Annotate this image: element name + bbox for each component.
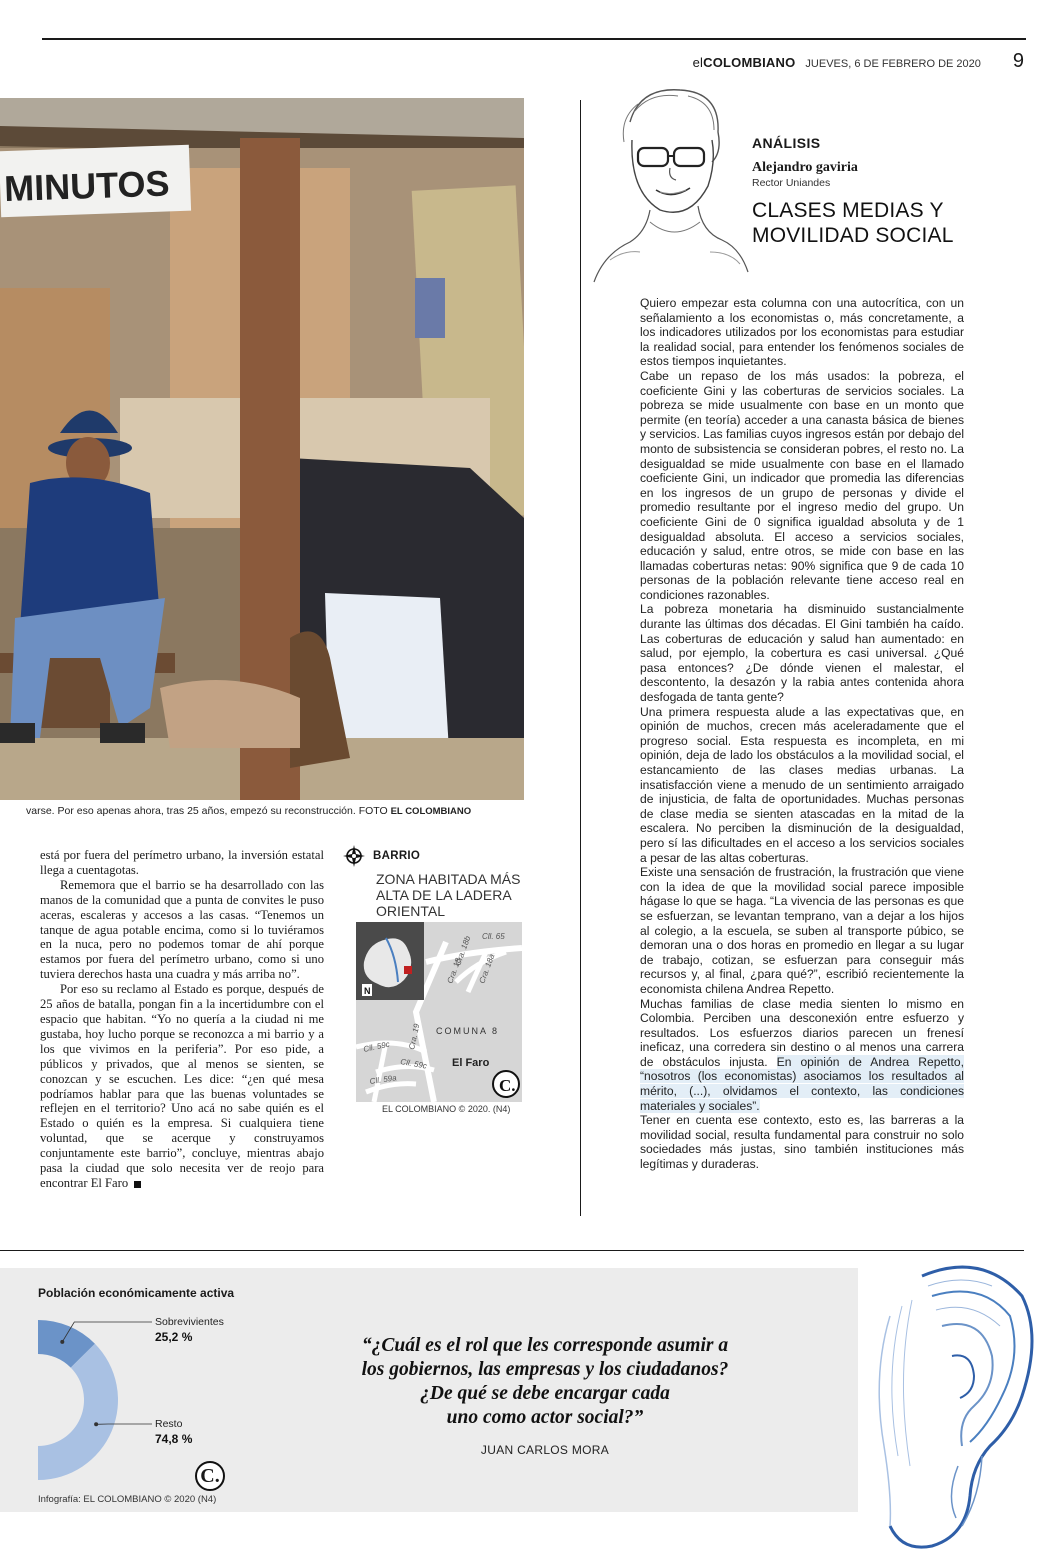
donut-slice-resto: [38, 1344, 118, 1480]
highlighted-quote[interactable]: En opinión de Andrea Repetto, “nosotros (los economistas) asociamos los resultados al mérito, (...), olvidamos el contexto, las condiciones materiales y sociales”.: [640, 1054, 964, 1113]
map-label: Cll. 59c: [399, 1057, 428, 1071]
top-rule: [42, 38, 1026, 40]
barrio-title: ZONA HABITADA MÁS ALTA DE LA LADERA ORIENTAL: [376, 871, 521, 919]
analysis-body: [640, 296, 964, 1172]
map-label: Cll. 65: [482, 932, 505, 941]
map-label: Cll. 59c: [362, 1039, 391, 1054]
neighborhood-map: [356, 922, 522, 1102]
man-sitting-photo: [0, 98, 524, 800]
north-arrow-icon: N: [364, 986, 371, 996]
bottom-rule: [0, 1250, 1024, 1251]
map-label: Cra. 18a: [477, 952, 497, 985]
end-of-article-mark: [134, 1181, 141, 1188]
chart-label-resto: Resto: [155, 1418, 183, 1430]
el-faro-label: El Faro: [452, 1057, 490, 1069]
chart-title: Población económicamente activa: [38, 1286, 235, 1300]
article-paragraph: está por fuera del perímetro urbano, la inversión estatal llega a cuentagotas.: [40, 848, 324, 877]
map-label: Cll. 59a: [369, 1073, 398, 1086]
analysis-paragraph: Tener en cuenta ese contexto, esto es, las barreras a la movilidad social, resulta fundamental para construir no solo sociedades más justas, sino también instituciones más legítimas y duraderas.: [640, 1113, 964, 1172]
colombiano-logo-icon: C.: [195, 1461, 225, 1491]
chart-value-resto: 74,8 %: [155, 1432, 193, 1446]
quote-author: JUAN CARLOS MORA: [480, 1443, 610, 1457]
masthead: [693, 50, 1024, 73]
author-role: Rector Uniandes: [752, 177, 831, 189]
pull-quote: “¿Cuál es el rol que les corresponde asumir a los gobiernos, las empresas y los ciudadanos? ¿De qué se debe encargar cada uno como actor social?”: [361, 1335, 729, 1428]
barrio-infobox: [343, 845, 527, 919]
infographic-credit: Infografía: EL COLOMBIANO © 2020 (N4): [38, 1494, 217, 1505]
analysis-paragraph: La pobreza monetaria ha disminuido sustancialmente durante las últimas dos décadas. El Gini también ha caído. Las coberturas de educación y salud han aumentado: en salud, por ejemplo, la cobertura es casi universal. ¿Qué pasa entonces? ¿De dónde vienen el malestar, el descontento, la desazón y la rabia antes contenida ahora desfogada de tanta gente?: [640, 602, 964, 705]
sign-text: MINUTOS: [3, 162, 171, 210]
newspaper-brand[interactable]: elCOLOMBIANO: [692, 55, 796, 70]
author-portrait-sketch: [590, 82, 750, 287]
author-name: Alejandro gaviria: [752, 160, 858, 175]
chart-label-sobrevivientes: Sobrevivientes: [155, 1316, 224, 1328]
map-label: Cra. 19: [407, 1022, 422, 1051]
street-map: [356, 922, 522, 1102]
map-label: COMUNA 8: [436, 1026, 500, 1036]
map-label: Cra. 18b: [453, 934, 473, 967]
analysis-paragraph: Quiero empezar esta columna con una autocrítica, con un señalamiento a los economistas o, más concretamente, a los indicadores utilizados por los economistas para estudiar la realidad social, para entender los fenómenos sociales de estos tiempos inquietantes.: [640, 296, 964, 369]
leader-dot: [60, 1340, 64, 1344]
colombiano-logo-icon: C.: [499, 1076, 516, 1095]
barrio-label: BARRIO: [373, 850, 421, 862]
article-paragraph: Rememora que el barrio se ha desarrollado con las manos de la comunidad que a punta de convites le puso aceras, escaleras y accesos a las casas. “Tenemos un tanque de agua potable encima, como si lo tuviéramos en la nuca, pero no podemos tomar de ahí porque estamos por fuera del perímetro urbano, como si uno tuviera derechos hasta una cuadra y más arriba no”.: [40, 877, 324, 982]
analysis-paragraph: Cabe un repaso de los más usados: la pobreza, el coeficiente Gini y las coberturas de servicios sociales. La pobreza se mide usualmente con base en un monto que permite (en teoría) acceder a una canasta básica de bienes y servicios. Las familias cuyos ingresos están por debajo del monto de subsistencia se consideran pobres, el resto no. La desigualdad se mide usualmente con base en el llamado coeficiente Gini, un indicador que promedia las diferencias en los ingresos de un grupo de personas y divide el promedio resultante por el ingreso medio del grupo. Un coeficiente Gini de 0 significa igualdad absoluta y de 1 desigualdad absoluta. El acceso a servicios sociales, educación y salud, entre otros, se mide con base en las llamadas coberturas netas: 90% significa que 9 de cada 10 personas de la población relevante tiene acceso real en condiciones razonables.: [640, 368, 965, 602]
article-body-left: [40, 848, 324, 1191]
analysis-headline: CLASES MEDIAS Y MOVILIDAD SOCIAL: [752, 199, 954, 247]
section-label: ANÁLISIS: [752, 135, 821, 151]
article-photo: [0, 98, 524, 800]
chart-value-sobrevivientes: 25,2 %: [155, 1330, 193, 1344]
column-divider: [580, 100, 581, 1216]
analysis-paragraph: Existe una sensación de frustración, la frustración que viene con la idea de que la movilidad social parece imposible hágase lo que se haga. “La vivencia de las personas es que se esfuerzan, se levantan temprano, van a dejar a los hijos al colegio, a la escuela, se suben al transporte púbico, se demoran una o dos horas en promedio en llegar a su lugar de trabajo, cotizan, se esfuerzan para conseguir más recursos y, al final, ¿para qué?”, escribió recientemente la economista chilena Andrea Repetto.: [640, 865, 964, 996]
ear-illustration: [862, 1256, 1042, 1552]
map-label: Cra. 18: [445, 956, 463, 985]
compass-rose-icon: [343, 845, 365, 867]
article-paragraph: Por eso su reclamo al Estado es porque, después de 25 años de batalla, pongan fin a la incertidumbre con el espacio que habitan. “Yo no quería a la ciudad ni me gustaba, hoy lucho porque se reconozca a mi barrio y a los que vivimos en la periferia”. Por eso pide, a públicos y privados, que al menos se sienten, se conozcan y se escuchen. Les dice: “¿en qué mesa podríamos hablar para que las buenas voluntades se reflejen en el territorio? Uno acá no sabe quién es el Estado o quién es la empresa. Si cualquiera tiene voluntad, que se acerque y construyamos conjuntamente este barrio”, concluye, mientras abajo pasa la ciudad que solo necesita ver de reojo para encontrar El Faro: [40, 982, 324, 1190]
analysis-paragraph: Muchas familias de clase media sienten lo mismo en Colombia. Perciben una desconexión entre esfuerzo y resultados. Los esfuerzos diarios parecen un frenesí ineficaz, una corredera sin destino o al menos una carrera de obstáculos injusta. En opinión de Andrea Repetto, “nosotros (los economistas) asociamos los resultados al mérito, (...), olvidamos el contexto, las condiciones materiales y sociales”.: [640, 996, 964, 1113]
page-number: 9: [1012, 50, 1024, 72]
map-credit: EL COLOMBIANO © 2020. (N4): [382, 1104, 511, 1114]
issue-date: JUEVES, 6 DE FEBRERO DE 2020: [805, 58, 981, 70]
photo-caption: varse. Por eso apenas ahora, tras 25 años, empezó su reconstrucción. FOTO EL COLOMBIANO: [26, 805, 472, 817]
analysis-paragraph: Una primera respuesta alude a las expectativas que, en opinión de muchos, crecen más aceleradamente que el progreso social. Esta respuesta es incompleta, en mi opinión, deja de lado los obstáculos a la movilidad social, el estancamiento de las clases medias urbanas. La insatisfacción viene a menudo de un sentimiento arraigado de injusticia, de falta de oportunidades. Muchas personas de clase media se sienten atascadas en la mitad de la escalera. No perciben la disminución de la desigualdad, pero sí las dificultades en el acceso a los servicios sociales a pesar de las altas coberturas.: [640, 704, 964, 865]
leader-dot: [94, 1422, 98, 1426]
